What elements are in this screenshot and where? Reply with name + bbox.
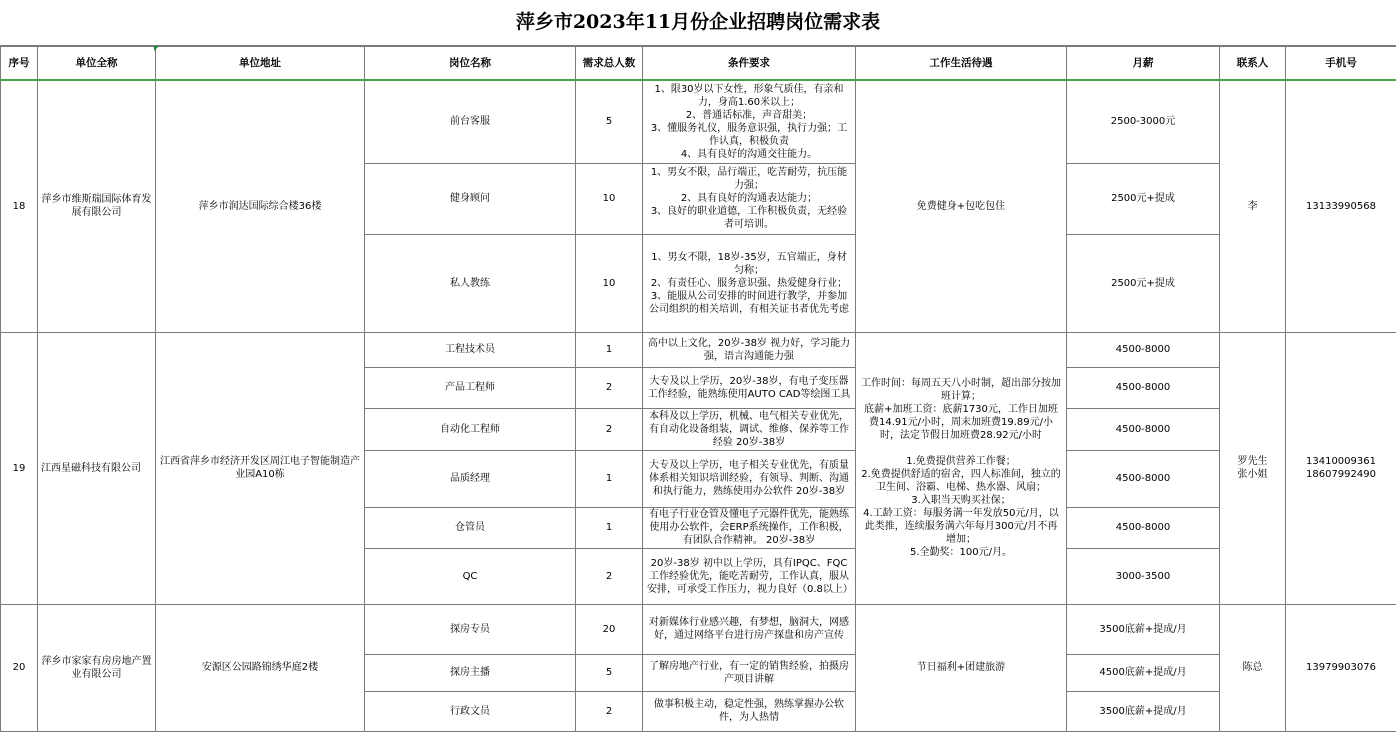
- requirements-cell[interactable]: 有电子行业仓管及懂电子元器件优先，能熟练使用办公软件，会ERP系统操作，工作积极，有团队合作精神。 20岁-38岁: [643, 507, 856, 548]
- salary-cell[interactable]: 4500-8000: [1067, 450, 1220, 507]
- company-cell[interactable]: 萍乡市维斯瑞国际体育发展有限公司: [38, 80, 156, 332]
- salary-cell[interactable]: 3500底薪+提成/月: [1067, 691, 1220, 731]
- count-cell[interactable]: 20: [576, 604, 643, 654]
- position-cell[interactable]: QC: [365, 548, 576, 604]
- header-contact[interactable]: 联系人: [1220, 47, 1286, 81]
- count-cell[interactable]: 1: [576, 332, 643, 367]
- contact-cell[interactable]: 李: [1220, 80, 1286, 332]
- position-cell[interactable]: 品质经理: [365, 450, 576, 507]
- seq-cell[interactable]: 19: [1, 332, 38, 604]
- header-seq[interactable]: 序号: [1, 47, 38, 81]
- count-cell[interactable]: 5: [576, 654, 643, 691]
- salary-cell[interactable]: 4500-8000: [1067, 367, 1220, 408]
- header-row: [1, 47, 1396, 81]
- requirements-cell[interactable]: 1、男女不限，品行端正，吃苦耐劳，抗压能力强； 2、具有良好的沟通表达能力； 3、良好的职业道德，工作积极负责，无经验者可培训。: [643, 163, 856, 234]
- table-row: [1, 332, 1396, 367]
- count-cell[interactable]: 10: [576, 234, 643, 332]
- salary-cell[interactable]: 4500-8000: [1067, 507, 1220, 548]
- company-cell[interactable]: 萍乡市家家有房房地产置业有限公司: [38, 604, 156, 731]
- phone-cell[interactable]: 13133990568: [1286, 80, 1396, 332]
- requirements-cell[interactable]: 了解房地产行业，有一定的销售经验，拍摄房产项目讲解: [643, 654, 856, 691]
- requirements-cell[interactable]: 大专及以上学历，20岁-38岁，有电子变压器工作经验，能熟练使用AUTO CAD等绘图工具: [643, 367, 856, 408]
- header-salary[interactable]: 月薪: [1067, 47, 1220, 81]
- table-row: [1, 604, 1396, 654]
- position-cell[interactable]: 健身顾问: [365, 163, 576, 234]
- address-cell[interactable]: 江西省萍乡市经济开发区周江电子智能制造产业园A10栋: [156, 332, 365, 604]
- position-cell[interactable]: 前台客服: [365, 80, 576, 163]
- cell-comment-marker: [154, 46, 159, 51]
- address-cell[interactable]: 萍乡市润达国际综合楼36楼: [156, 80, 365, 332]
- salary-cell[interactable]: 4500-8000: [1067, 408, 1220, 450]
- count-cell[interactable]: 1: [576, 507, 643, 548]
- requirements-cell[interactable]: 1、男女不限，18岁-35岁，五官端正，身材匀称； 2、有责任心、服务意识强、热爱健身行业； 3、能服从公司安排的时间进行教学，并参加公司组织的相关培训，有相关证书者优先考虑: [643, 234, 856, 332]
- contact-cell[interactable]: 陈总: [1220, 604, 1286, 731]
- contact-cell[interactable]: 罗先生 张小姐: [1220, 332, 1286, 604]
- header-address[interactable]: 单位地址: [156, 47, 365, 81]
- count-cell[interactable]: 2: [576, 691, 643, 731]
- requirements-cell[interactable]: 1、限30岁以下女性，形象气质佳，有亲和力，身高1.60米以上； 2、普通话标准，声音甜美； 3、懂服务礼仪，服务意识强，执行力强；工作认真，积极负责 4、具有良好的沟通交往能力。: [643, 80, 856, 163]
- header-company[interactable]: 单位全称: [38, 47, 156, 81]
- seq-cell[interactable]: 18: [1, 80, 38, 332]
- count-cell[interactable]: 2: [576, 548, 643, 604]
- requirements-cell[interactable]: 20岁-38岁 初中以上学历，具有IPQC、FQC工作经验优先，能吃苦耐劳，工作认真，服从安排，可承受工作压力，视力良好（0.8以上）: [643, 548, 856, 604]
- header-benefits[interactable]: 工作生活待遇: [856, 47, 1067, 81]
- address-cell[interactable]: 安源区公园路锦绣华庭2楼: [156, 604, 365, 731]
- header-position[interactable]: 岗位名称: [365, 47, 576, 81]
- position-cell[interactable]: 工程技术员: [365, 332, 576, 367]
- phone-cell[interactable]: 13410009361 18607992490: [1286, 332, 1396, 604]
- salary-cell[interactable]: 2500元+提成: [1067, 234, 1220, 332]
- count-cell[interactable]: 2: [576, 408, 643, 450]
- requirements-cell[interactable]: 对新媒体行业感兴趣，有梦想，脑洞大，网感好，通过网络平台进行房产探盘和房产宣传: [643, 604, 856, 654]
- benefits-cell[interactable]: 工作时间：每周五天八小时制，超出部分按加班计算； 底薪+加班工资：底薪1730元，工作日加班费14.91元/小时，周末加班费19.89元/小时，法定节假日加班费28.92元/小时 1.免费提供营养工作餐； 2.免费提供舒适的宿舍，四人标准间，独立的卫生间、浴霸、电梯、热水器、风扇； 3.入职当天购买社保； 4.工龄工资：每服务满一年发放50元/月，以此类推，连续服务满六年每月300元/月不再增加； 5.全勤奖：100元/月。: [856, 332, 1067, 604]
- requirements-cell[interactable]: 本科及以上学历，机械、电气相关专业优先，有自动化设备组装，调试、维修、保养等工作经验 20岁-38岁: [643, 408, 856, 450]
- sheet-title: 萍乡市2023年11月份企业招聘岗位需求表: [0, 0, 1396, 46]
- salary-cell[interactable]: 3500底薪+提成/月: [1067, 604, 1220, 654]
- salary-cell[interactable]: 3000-3500: [1067, 548, 1220, 604]
- requirements-cell[interactable]: 大专及以上学历，电子相关专业优先，有质量体系相关知识培训经验，有领导、判断、沟通和执行能力，熟练使用办公软件 20岁-38岁: [643, 450, 856, 507]
- table-row: [1, 80, 1396, 163]
- header-requirements[interactable]: 条件要求: [643, 47, 856, 81]
- position-cell[interactable]: 仓管员: [365, 507, 576, 548]
- count-cell[interactable]: 2: [576, 367, 643, 408]
- position-cell[interactable]: 私人教练: [365, 234, 576, 332]
- position-cell[interactable]: 行政文员: [365, 691, 576, 731]
- seq-cell[interactable]: 20: [1, 604, 38, 731]
- header-count[interactable]: 需求总人数: [576, 47, 643, 81]
- salary-cell[interactable]: 2500-3000元: [1067, 80, 1220, 163]
- company-cell[interactable]: 江西星磁科技有限公司: [38, 332, 156, 604]
- phone-cell[interactable]: 13979903076: [1286, 604, 1396, 731]
- count-cell[interactable]: 1: [576, 450, 643, 507]
- count-cell[interactable]: 10: [576, 163, 643, 234]
- recruitment-table: [0, 46, 1396, 732]
- header-phone[interactable]: 手机号: [1286, 47, 1396, 81]
- salary-cell[interactable]: 4500-8000: [1067, 332, 1220, 367]
- position-cell[interactable]: 探房专员: [365, 604, 576, 654]
- salary-cell[interactable]: 4500底薪+提成/月: [1067, 654, 1220, 691]
- benefits-cell[interactable]: 节日福利+团建旅游: [856, 604, 1067, 731]
- requirements-cell[interactable]: 做事积极主动，稳定性强，熟练掌握办公软件，为人热情: [643, 691, 856, 731]
- benefits-cell[interactable]: 免费健身+包吃包住: [856, 80, 1067, 332]
- position-cell[interactable]: 探房主播: [365, 654, 576, 691]
- count-cell[interactable]: 5: [576, 80, 643, 163]
- salary-cell[interactable]: 2500元+提成: [1067, 163, 1220, 234]
- position-cell[interactable]: 自动化工程师: [365, 408, 576, 450]
- requirements-cell[interactable]: 高中以上文化，20岁-38岁 视力好，学习能力强，语言沟通能力强: [643, 332, 856, 367]
- position-cell[interactable]: 产品工程师: [365, 367, 576, 408]
